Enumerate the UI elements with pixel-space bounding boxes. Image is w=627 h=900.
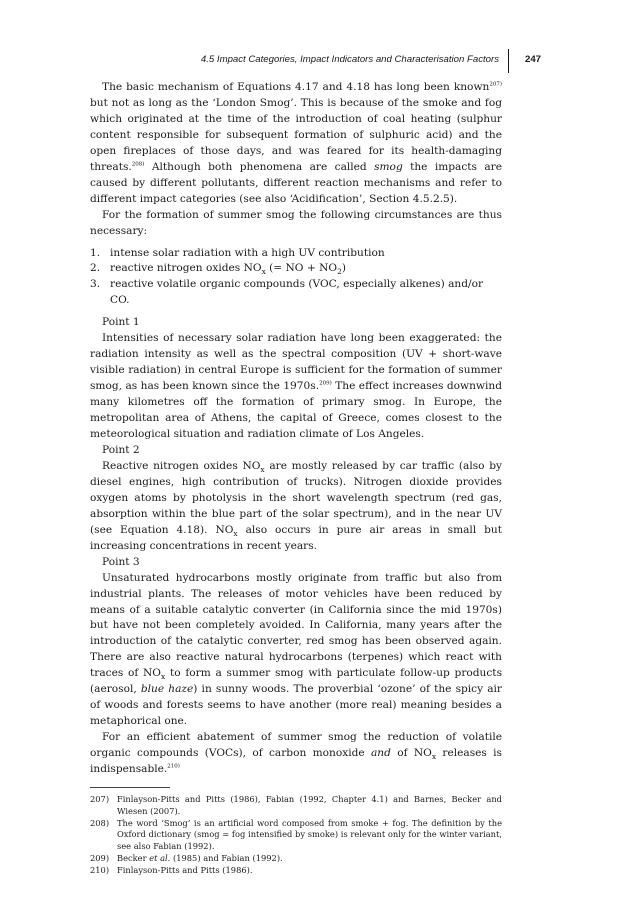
circumstances-list: [90, 246, 502, 310]
footnote-ref-209: 209): [319, 380, 332, 387]
footnote-207: 207) Finlayson-Pitts and Pitts (1986), Fabian (1992, Chapter 4.1) and Barnes, Becker and Wiesen (2007).: [90, 793, 502, 816]
paragraph-point-3: Unsaturated hydrocarbons mostly originate from traffic but also from industrial plants. The releases of motor vehicles have been reduced by means of a suitable catalytic converter (in California since the mid 1970s) but have not been completely avoided. In California, many years after the introduction of the catalytic converter, red smog has been observed again. There are also reactive natural hydrocarbons (terpenes) which react with traces of $NO_x$ to form a summer smog with particulate follow-up products (aerosol, blue haze) in sunny woods. The proverbial ‘ozone’ of the spicy air of woods and forests seems to have another (more real) meaning besides a metaphorical one.: [90, 571, 503, 728]
list-item: 1. intense solar radiation with a high UV contribution: [90, 246, 385, 259]
paragraph-london-smog: The basic mechanism of Equations 4.17 and 4.18 has long been known$^{207)}$ but not as long as the ‘London Smog’. This is because of the smoke and fog which originated at the time of the introduction of coal heating (sulphur content responsible for subsequent formation of sulphuric acid) and the open fireplaces of those days, and was feared for its health-damaging threats.$^{208)}$ Although both phenomena are called smog the impacts are caused by different pollutants, different reaction mechanisms and refer to different impact categories (see also ‘Acidification’, Section 4.5.2.5).: [90, 81, 502, 205]
footnote-divider: [90, 787, 170, 788]
paragraph-point-1: Intensities of necessary solar radiation have long been exaggerated: the radiation intensity as well as the spectral composition (UV + short-wave visible radiation) in central Europe is sufficient for the formation of summer smog, as has been known since the 1970s.$^{209)}$ The effect increases downwind many kilometres off the formation of primary smog. In Europe, the metropolitan area of Athens, the capital of Greece, comes closest to the meteorological situation and radiation climate of Los Angeles.: [90, 332, 502, 441]
paragraph-point-2: Reactive nitrogen oxides $NO_x$ are mostly released by car traffic (also by diesel engines, high contribution of trucks). Nitrogen dioxide provides oxygen atoms by photolysis in the short wavelength spectrum (red gas, absorption within the blue part of the solar spectrum), and in the near UV (see Equation 4.18). $NO_x$ also occurs in pure air areas in small but increasing concentrations in recent years.: [90, 459, 502, 552]
main-text: [90, 80, 502, 877]
page-number: 247: [524, 54, 541, 65]
paragraph-abatement: For an efficient abatement of summer smog the reduction of volatile organic compounds (VOCs), of carbon monoxide and of $NO_x$ releases is indispensable.$^{210)}$: [90, 731, 502, 776]
footnotes: [90, 794, 502, 877]
header-divider: [508, 49, 509, 73]
list-item: 3. reactive volatile organic compounds (VOC, especially alkenes) and/or CO.: [90, 278, 484, 307]
point-3-heading: Point 3: [102, 555, 140, 568]
footnote-ref-207: 207): [489, 81, 502, 88]
footnote-209: 209) Becker et al. (1985) and Fabian (1992).: [90, 852, 283, 863]
footnote-208: 208) The word ‘Smog’ is an artificial word composed from smoke + fog. The definition by the Oxford dictionary (smog = fog intensified by smoke) is relevant only for the winter variant, see also Fabian (1992).: [90, 817, 502, 852]
running-header: [90, 52, 545, 72]
paragraph-circumstances: For the formation of summer smog the following circumstances are thus necessary:: [90, 208, 502, 237]
footnote-ref-210: 210): [167, 763, 180, 770]
list-item: 2. reactive nitrogen oxides $NO_x$ (= NO + $NO_2$): [90, 262, 346, 277]
footnote-ref-208: 208): [131, 161, 145, 168]
running-title: 4.5 Impact Categories, Impact Indicators and Characterisation Factors: [200, 54, 499, 65]
point-1-heading: Point 1: [102, 316, 140, 329]
point-2-heading: Point 2: [102, 443, 140, 456]
footnote-210: 210) Finlayson-Pitts and Pitts (1986).: [90, 864, 253, 875]
